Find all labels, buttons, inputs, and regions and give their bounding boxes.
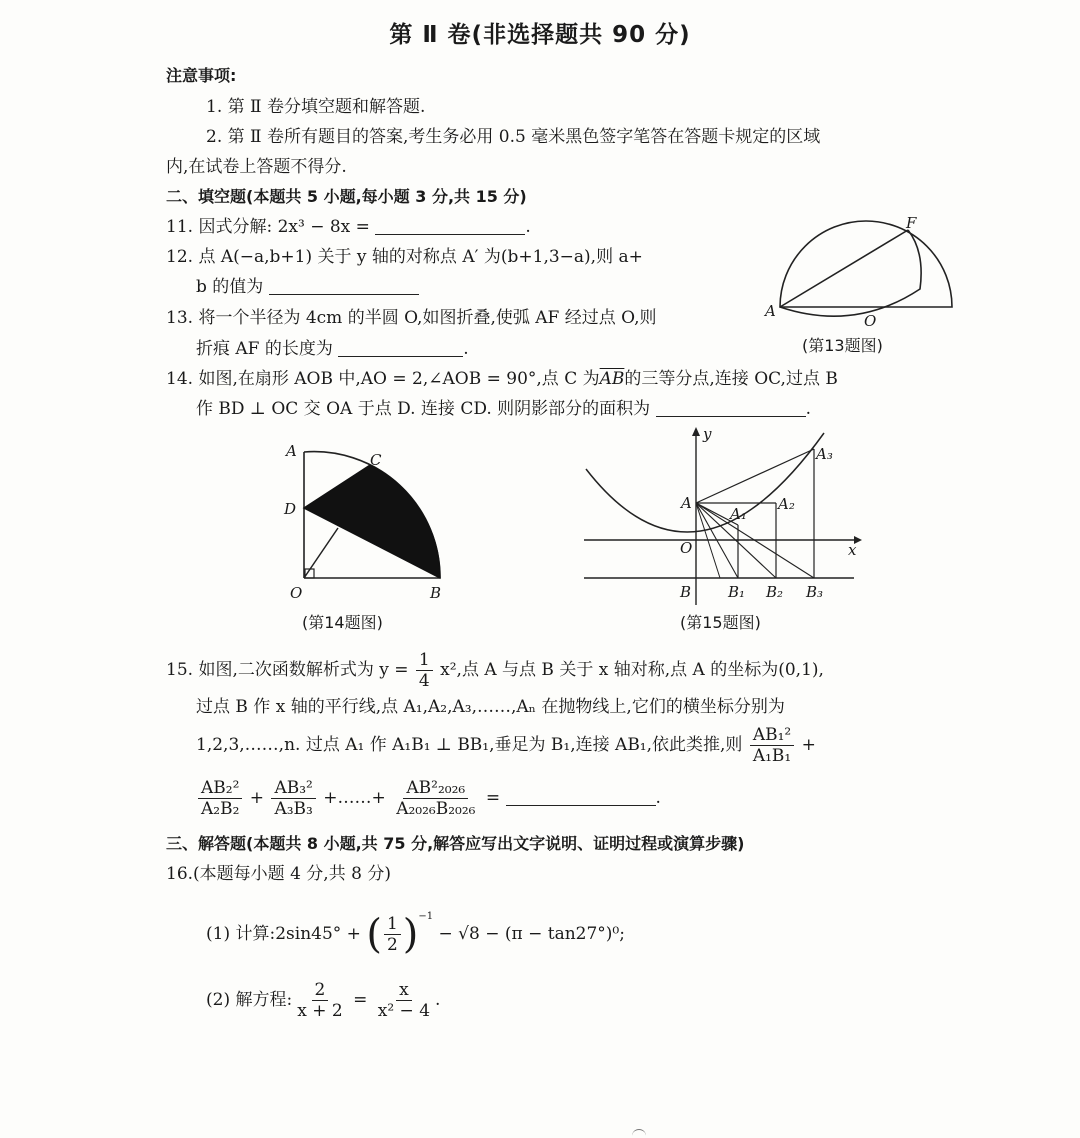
page-title: 第 Ⅱ 卷(非选择题共 90 分) — [389, 22, 691, 48]
q14-line-1a: 14. 如图,在扇形 AOB 中,AO = 2,∠AOB = 90°,点 C 为 — [166, 369, 600, 389]
fig15-label-a1: A₁ — [730, 505, 747, 523]
q16-p1-text-a: (1) 计算:2sin45° + — [206, 924, 361, 944]
q16-p1-text-b: − √8 − (π − tan27°)⁰; — [438, 924, 625, 944]
q14-arc-ab: $\overline{AB}$ — [599, 369, 625, 389]
fig14-label-o: O — [290, 584, 303, 602]
fig14-label-b: B — [430, 584, 442, 602]
q15-frac-den: 4 — [418, 671, 430, 691]
notice-item-1: 1. 第 Ⅱ 卷分填空题和解答题. — [206, 97, 426, 117]
y-axis-arrow — [692, 427, 700, 436]
q15-line-2: 过点 B 作 x 轴的平行线,点 A₁,A₂,A₃,……,Aₙ 在抛物线上,它们的横坐标分别为 — [196, 697, 785, 717]
fig15-label-b1: B₁ — [728, 583, 746, 601]
q15-frac-4-den: A₂₀₂₆B₂₀₂₆ — [396, 799, 476, 819]
question-12-line-2 — [196, 275, 419, 299]
q14-line-1b: 的三等分点,连接 OC,过点 B — [624, 369, 838, 389]
page-number-mark — [632, 1129, 646, 1138]
fig15-caption: (第15题图) — [680, 613, 761, 632]
q15-frac-2-den: A₂B₂ — [201, 799, 240, 819]
q11-expression: 2x³ − 8x = — [277, 217, 370, 237]
question-15-line-1 — [166, 650, 824, 691]
q16-p2-den-2: x² − 4 — [377, 1001, 431, 1021]
q15-frac-4 — [393, 778, 478, 819]
crease-af-line — [780, 230, 908, 307]
q16-p2-fraction-2 — [375, 980, 433, 1021]
fig15-label-y: y — [703, 425, 712, 443]
folded-arc — [780, 230, 921, 316]
q12-answer-blank[interactable] — [269, 276, 419, 295]
fig13-label-a: A — [765, 302, 776, 320]
q16-part-1 — [206, 895, 625, 956]
q15-frac-1 — [750, 725, 794, 766]
question-14-line-2: 作 BD ⊥ OC 交 OA 于点 D. 连接 CD. 则阴影部分的面积为 . — [196, 399, 811, 419]
q15-frac-2 — [198, 778, 242, 819]
fig15-label-b2: B₂ — [766, 583, 784, 601]
q11-label: 11. 因式分解: — [166, 217, 273, 237]
q15-frac-3-den: A₃B₃ — [274, 799, 313, 819]
notice-item-2: 2. 第 Ⅱ 卷所有题目的答案,考生务必用 0.5 毫米黑色签字笔答在答题卡规定的区域 — [206, 127, 821, 147]
figure-15 — [580, 425, 870, 610]
q16-p1-exponent: −1 — [418, 911, 434, 922]
fig15-label-a2: A₂ — [778, 495, 795, 513]
q15-equals: = — [485, 788, 501, 808]
q12-line-2-text: b 的值为 — [196, 277, 264, 297]
fig15-label-o: O — [680, 539, 693, 557]
q16-part-2: (2) 解方程: $\frac{2}{x + 2}$ = $\frac{x}{\text{x² − 4}}$ . — [206, 980, 441, 1021]
q16-p1-den: 2 — [386, 935, 398, 955]
fig15-label-a: A — [681, 494, 692, 512]
q15-frac-4-num: AB²₂₀₂₆ — [403, 778, 468, 799]
q16-p2-num-2: x — [396, 980, 412, 1001]
shaded-region — [304, 465, 440, 578]
q16-p2-num-1: 2 — [312, 980, 329, 1001]
q15-line-3-text: 1,2,3,……,n. 过点 A₁ 作 A₁B₁ ⊥ BB₁,垂足为 B₁,连接 AB₁,依此类推,则 — [196, 735, 743, 755]
q16-heading: 16.(本题每小题 4 分,共 8 分) — [166, 864, 391, 884]
fig15-label-x: x — [848, 541, 857, 559]
q15-frac-num: 1 — [416, 650, 433, 671]
q14-answer-blank[interactable] — [656, 398, 806, 417]
segment-a-a3 — [696, 449, 814, 503]
semicircle-outline — [780, 221, 952, 307]
figure-13 — [760, 212, 960, 332]
fig15-label-b: B — [680, 583, 692, 601]
q15-frac-2-num: AB₂² — [198, 778, 242, 799]
question-15-line-3: 1,2,3,……,n. 过点 A₁ 作 A₁B₁ ⊥ BB₁,垂足为 B₁,连接 AB₁,依此类推,则 $\frac{\text{AB₁²}}{\text{A₁B₁}}$ + — [196, 725, 816, 766]
q13-answer-blank[interactable] — [338, 338, 463, 357]
section-solve-heading: 三、解答题(本题共 8 小题,共 75 分,解答应写出文字说明、证明过程或演算步骤) — [166, 834, 745, 853]
q15-fraction — [416, 650, 433, 691]
q14-line-2-text: 作 BD ⊥ OC 交 OA 于点 D. 连接 CD. 则阴影部分的面积为 — [196, 399, 651, 419]
question-11: 11. 因式分解: 2x³ − 8x = . — [166, 217, 531, 237]
q16-p1-num: 1 — [384, 914, 401, 935]
fig14-label-c: C — [370, 451, 382, 469]
fig14-label-a: A — [286, 442, 297, 460]
q16-p2-den-1: x + 2 — [297, 1001, 343, 1021]
q15-answer-blank[interactable] — [506, 787, 656, 806]
q16-p2-text: (2) 解方程: — [206, 990, 293, 1010]
fig15-label-a3: A₃ — [816, 445, 833, 463]
q15-frac-3-num: AB₃² — [271, 778, 315, 799]
question-13-line-2: 折痕 AF 的长度为 . — [196, 339, 469, 359]
q16-p1-fraction — [384, 914, 401, 955]
q15-frac-1-den: A₁B₁ — [752, 746, 792, 766]
fig13-label-o: O — [864, 312, 877, 330]
q16-p2-fraction-1 — [294, 980, 345, 1021]
q13-line-2-text: 折痕 AF 的长度为 — [196, 339, 333, 359]
q15-frac-3 — [271, 778, 315, 819]
fig14-caption: (第14题图) — [302, 613, 383, 632]
q16-paren-right: ) — [402, 911, 419, 958]
parabola — [586, 433, 824, 532]
q16-p2-equals: = — [353, 990, 368, 1010]
fig13-caption: (第13题图) — [802, 336, 883, 355]
figure-14 — [280, 438, 450, 606]
q15-ellipsis: +……+ — [323, 788, 386, 808]
section-fill-blank-heading: 二、填空题(本题共 5 小题,每小题 3 分,共 15 分) — [166, 187, 527, 206]
q15-line-1b: x²,点 A 与点 B 关于 x 轴对称,点 A 的坐标为(0,1), — [440, 660, 824, 680]
fig14-label-d: D — [284, 500, 297, 518]
question-15-line-4: $\frac{\text{AB₂²}}{\text{A₂B₂}}$ + $\frac{\text{AB₃²}}{\text{A₃B₃}}$ +……+ $\frac{\text{AB²₂₀₂₆}}{\text{A₂₀₂₆B₂₀₂₆}}$ = . — [196, 778, 661, 819]
segment-oc — [304, 528, 338, 578]
q15-frac-1-num: AB₁² — [750, 725, 794, 746]
question-14-line-1 — [166, 367, 838, 391]
q16-paren-left: ( — [366, 911, 382, 958]
q11-answer-blank[interactable] — [375, 216, 525, 235]
notice-heading: 注意事项: — [166, 66, 237, 85]
notice-item-2-cont: 内,在试卷上答题不得分. — [166, 157, 347, 177]
q13-line-1: 13. 将一个半径为 4cm 的半圆 O,如图折叠,使弧 AF 经过点 O,则 — [166, 308, 657, 328]
fig15-label-b3: B₃ — [806, 583, 824, 601]
q12-line-1: 12. 点 A(−a,b+1) 关于 y 轴的对称点 A′ 为(b+1,3−a),则 a+ — [166, 247, 643, 267]
q15-line-1a: 15. 如图,二次函数解析式为 y = — [166, 660, 409, 680]
fig13-label-f: F — [906, 214, 917, 232]
